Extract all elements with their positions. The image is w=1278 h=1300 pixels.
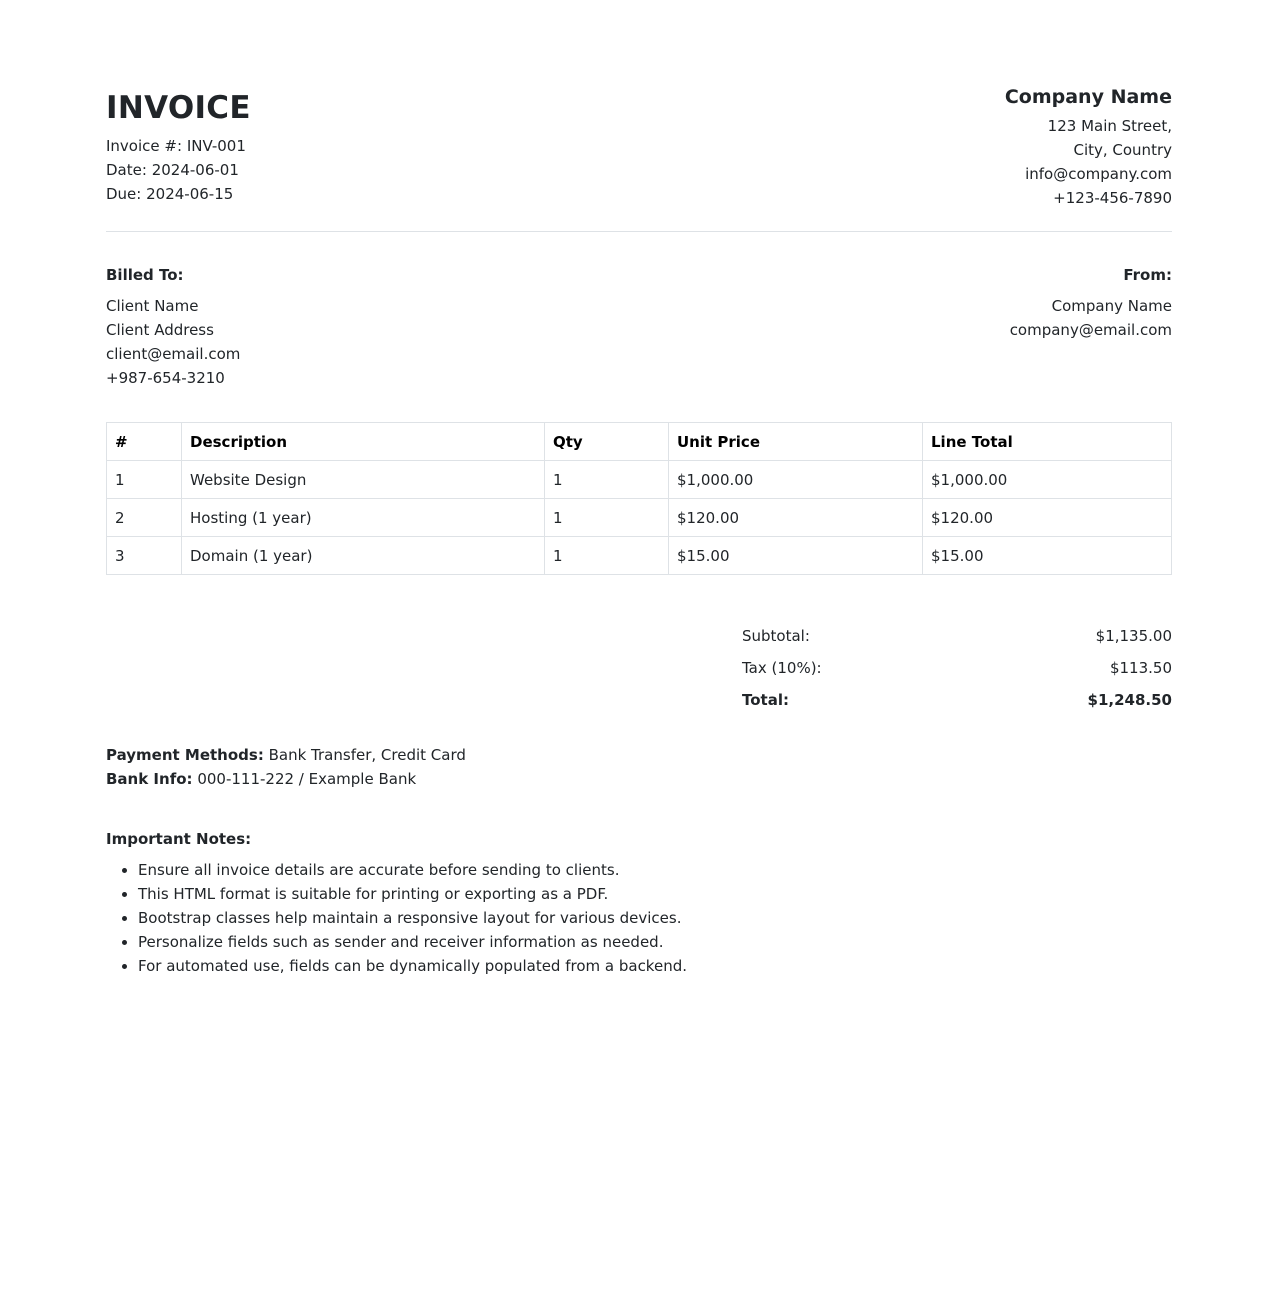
invoice-date [106,158,251,182]
notes-list [106,858,1172,978]
tax-label: Tax (10%): [742,659,822,677]
row-line-total: $120.00 [923,499,1172,537]
table-header-row [107,423,1172,461]
payment-methods [106,743,1172,767]
company-email: info@company.com [1025,165,1172,183]
list-item: • For automated use, fields can be dynamically populated from a backend. [138,954,1172,978]
subtotal-label: Subtotal: [742,627,810,645]
from-section [1010,265,1172,390]
company-city: City, Country [1073,141,1172,159]
billed-to-heading: Billed To: [106,266,184,284]
client-phone: +987-654-3210 [106,369,225,387]
invoice-number-label: Invoice #: [106,137,183,155]
company-phone: +123-456-7890 [1053,189,1172,207]
company-name: Company Name [1004,86,1172,108]
tax-row [742,655,1172,687]
subtotal-value: $1,135.00 [1095,627,1172,645]
subtotal-row [742,623,1172,655]
totals-section [742,623,1172,719]
invoice-title: INVOICE [106,90,251,126]
row-qty: 1 [545,537,669,575]
row-unit-price: $1,000.00 [669,461,923,499]
total-value: $1,248.50 [1087,691,1172,709]
invoice-due [106,182,251,206]
row-line-total: $15.00 [923,537,1172,575]
invoice-header [106,84,1172,232]
company-street: 123 Main Street, [1047,117,1172,135]
header-qty: Qty [545,423,669,461]
billed-to [106,265,240,390]
list-item: • Personalize fields such as sender and receiver information as needed. [138,930,1172,954]
parties-section [106,232,1172,390]
row-number: 1 [107,461,182,499]
from-email: company@email.com [1009,321,1172,339]
bank-info [106,767,1172,791]
list-item: • Ensure all invoice details are accurate before sending to clients. [138,858,1172,882]
header-number: # [107,423,182,461]
row-description: Domain (1 year) [182,537,545,575]
row-qty: 1 [545,499,669,537]
from-heading: From: [1123,266,1172,284]
invoice-due-value: 2024-06-15 [146,185,234,203]
row-number: 2 [107,499,182,537]
payment-methods-label: Payment Methods: [106,746,264,764]
list-item: • Bootstrap classes help maintain a responsive layout for various devices. [138,906,1172,930]
row-unit-price: $15.00 [669,537,923,575]
bank-info-label: Bank Info: [106,770,193,788]
payment-methods-value: Bank Transfer, Credit Card [268,746,466,764]
row-number: 3 [107,537,182,575]
row-unit-price: $120.00 [669,499,923,537]
tax-value: $113.50 [1109,659,1172,677]
row-line-total: $1,000.00 [923,461,1172,499]
invoice-meta [106,84,251,206]
from-name: Company Name [1051,297,1172,315]
line-items-table [106,422,1172,575]
table-row [107,537,1172,575]
notes-section [106,829,1172,978]
row-description: Hosting (1 year) [182,499,545,537]
bank-info-value: 000-111-222 / Example Bank [197,770,417,788]
row-description: Website Design [182,461,545,499]
client-email: client@email.com [106,345,241,363]
invoice-date-label: Date: [106,161,147,179]
list-item: • This HTML format is suitable for printing or exporting as a PDF. [138,882,1172,906]
table-row [107,461,1172,499]
company-info [1005,84,1172,210]
client-address: Client Address [106,321,214,339]
table-row [107,499,1172,537]
total-row [742,687,1172,719]
notes-heading: Important Notes: [106,830,252,848]
invoice-date-value: 2024-06-01 [151,161,239,179]
total-label: Total: [742,691,789,709]
client-name: Client Name [106,297,199,315]
invoice-number [106,134,251,158]
payment-info [106,743,1172,791]
invoice-number-value: INV-001 [186,137,246,155]
header-line-total: Line Total [923,423,1172,461]
row-qty: 1 [545,461,669,499]
invoice-due-label: Due: [106,185,142,203]
header-description: Description [182,423,545,461]
invoice-page [106,0,1172,978]
header-unit-price: Unit Price [669,423,923,461]
